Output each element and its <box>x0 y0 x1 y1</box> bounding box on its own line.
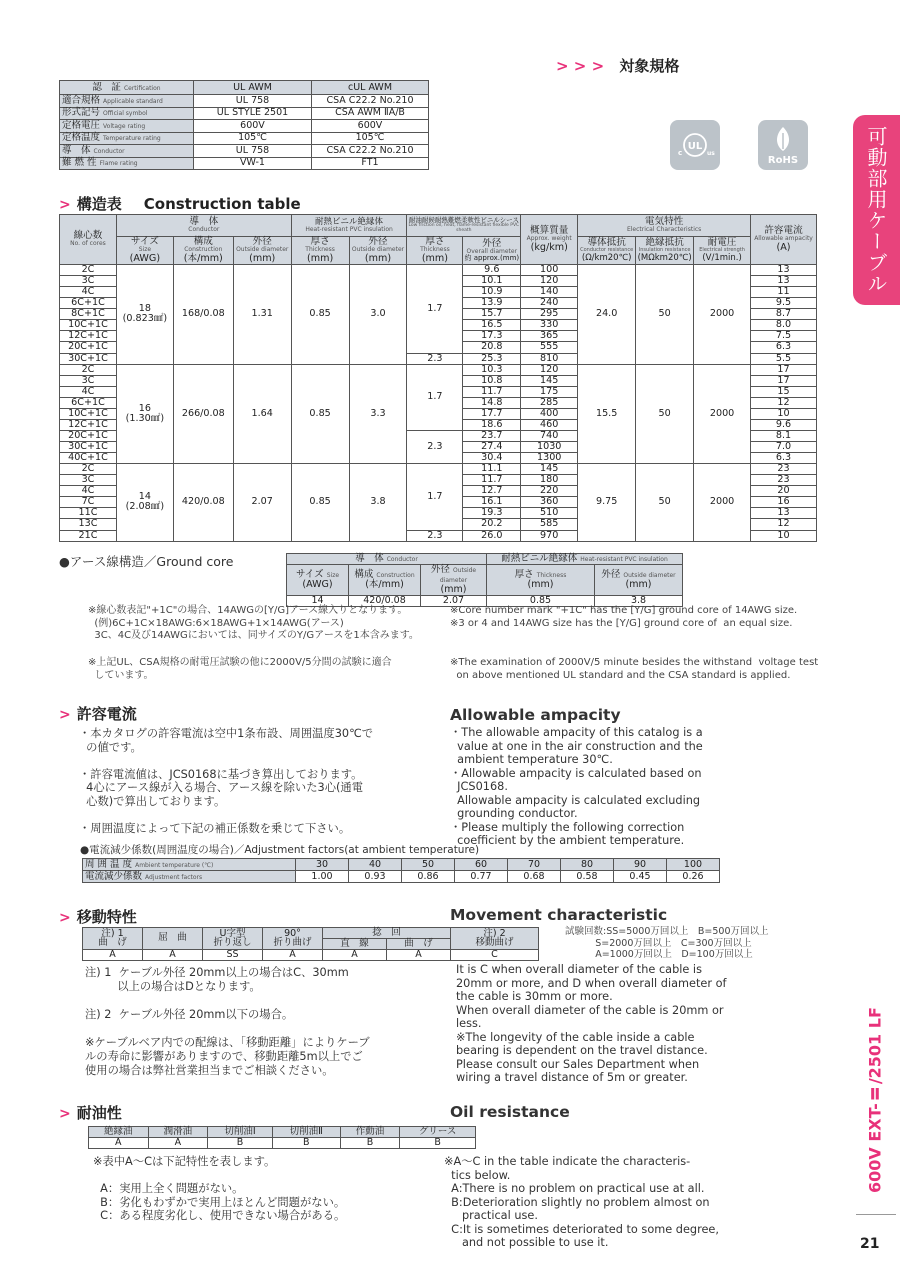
size-mm: (2.08㎟) <box>125 501 165 513</box>
mv-value: A <box>83 949 143 960</box>
note-core-en: ※Core number mark "+1C" has the [Y/G] ground core of 14AWG size. ※3 or 4 and 14AWG size has the [Y/G] ground core of an equal size. <box>450 605 798 629</box>
cell-ampacity: 10 <box>751 408 817 419</box>
gc-od: 2.07 <box>421 595 487 606</box>
gc-th-od: 外径 Outside diameter (mm) <box>421 565 487 596</box>
mv-value: C <box>451 949 539 960</box>
cell-weight: 360 <box>521 497 578 508</box>
cell-od: 1.31 <box>233 265 291 365</box>
oil-th: 潤滑油 <box>148 1127 208 1138</box>
cell-sheath-od: 10.1 <box>463 276 521 287</box>
af-temp: 60 <box>455 859 508 871</box>
cell-res: 9.75 <box>578 464 636 541</box>
cell-ampacity: 23 <box>751 464 817 475</box>
cell-sheath-od: 16.5 <box>463 320 521 331</box>
cell-od2: 3.8 <box>349 464 407 541</box>
size-awg: 14 <box>138 491 151 503</box>
page-number: 21 <box>860 1236 880 1252</box>
cert-label-en: Voltage rating <box>103 122 146 130</box>
cell-ampacity: 9.5 <box>751 298 817 309</box>
side-product-name: 600V EXT-Ⅱ/2501 LF <box>865 1007 885 1193</box>
cert-row <box>60 145 429 158</box>
af-factor: 1.00 <box>296 871 349 883</box>
cell-cores: 20C+1C <box>60 430 117 441</box>
cert-label-ja: 導 体 <box>62 144 91 156</box>
cert-row-label <box>60 95 194 108</box>
cell-weight: 145 <box>521 375 578 386</box>
cell-sheath-od: 25.3 <box>463 353 521 364</box>
mv-th-straight: 直 線 <box>323 938 387 949</box>
table-row <box>60 364 817 375</box>
cell-sheath-od: 10.8 <box>463 375 521 386</box>
cell-od: 1.64 <box>233 364 291 464</box>
cell-sheath-od: 19.3 <box>463 508 521 519</box>
mv-th-bend: 注) 1 曲 げ <box>83 928 143 950</box>
oil-th: 作動油 <box>340 1127 400 1138</box>
mv-th-90: 90° 折り曲げ <box>263 928 323 950</box>
cell-cores: 2C <box>60 364 117 375</box>
cell-sheath-thickness: 1.7 <box>407 364 463 430</box>
cell-ins: 50 <box>636 265 694 365</box>
gc-th-pvc: 耐熱ビニル絶縁体 Heat-resistant PVC insulation <box>487 554 683 565</box>
cell-size <box>116 265 173 365</box>
cert-ul-value: 600V <box>194 120 312 133</box>
cell-ampacity: 5.5 <box>751 353 817 364</box>
cert-cul-value: FT1 <box>312 157 429 170</box>
af-factor: 0.26 <box>667 871 720 883</box>
th-ampacity: 許容電流 Allowable ampacity (A) <box>751 215 817 265</box>
cell-weight: 180 <box>521 475 578 486</box>
cert-label-ja: 形式記号 <box>62 107 101 119</box>
note-test-ja: ※上記UL、CSA規格の耐電圧試験の他に2000V/5分間の試験に適合 しています。 <box>88 657 392 681</box>
oil-value: B <box>400 1137 476 1148</box>
af-temp: 50 <box>402 859 455 871</box>
ul-mark-icon <box>675 130 715 160</box>
cell-weight: 810 <box>521 353 578 364</box>
svg-text:UL: UL <box>687 141 703 152</box>
cell-weight: 555 <box>521 342 578 353</box>
oil-th: 切削油Ⅱ <box>272 1127 340 1138</box>
cert-row-label <box>60 107 194 120</box>
oil-table <box>88 1126 476 1149</box>
movement-text-en: It is C when overall diameter of the cable is 20mm or more, and D when overall diameter of the cable is 30mm or more. When overall diameter of the cable is 20mm or less. ※The longevity of the cable inside a cable bearing is dependent on the travel distance. Please consult our Sales Department when wiring a travel distance of 5m or greater. <box>456 963 727 1084</box>
cell-weight: 740 <box>521 430 578 441</box>
cert-label-en: Official symbol <box>103 110 148 118</box>
movement-text-ja: 注) 1 ケーブル外径 20mm以上の場合はC、30mm 以上の場合はDとなります。 注) 2 ケーブル外径 20mm以下の場合。 ※ケーブルベア内での配線は、「移動距離」によりケーブ ルの寿命に影響がありますので、移動距離5m以上でご 使用の場合は弊社営業担当までご相談ください。 <box>85 966 370 1077</box>
mv-th-curve: 曲 げ <box>387 938 451 949</box>
rohs-logo <box>758 120 808 170</box>
cert-ul-value: UL STYLE 2501 <box>194 107 312 120</box>
cell-cores: 30C+1C <box>60 442 117 453</box>
gc-od2: 3.8 <box>595 595 683 606</box>
size-mm: (1.30㎟) <box>125 412 165 424</box>
cell-constr: 168/0.08 <box>173 265 233 365</box>
cell-sheath-od: 30.4 <box>463 453 521 464</box>
cert-row <box>60 107 429 120</box>
af-th-temp: 周 囲 温 度 Ambient temperature (℃) <box>83 859 296 871</box>
cert-cul-value: CSA C22.2 No.210 <box>312 145 429 158</box>
cell-sheath-od: 26.0 <box>463 530 521 541</box>
cell-constr: 420/0.08 <box>173 464 233 541</box>
ground-core-table <box>286 553 683 607</box>
mv-th-u: U字型 折り返し <box>203 928 263 950</box>
cell-cores: 4C <box>60 386 117 397</box>
cert-label-en: Conductor <box>93 147 125 155</box>
ampacity-title-en: Allowable ampacity <box>450 706 621 724</box>
ul-logo <box>670 120 720 170</box>
cell-weight: 460 <box>521 419 578 430</box>
th-size: サイズ Size (AWG) <box>116 237 173 265</box>
cell-sheath-od: 17.7 <box>463 408 521 419</box>
th-conductor: 導 体 Conductor <box>116 215 291 237</box>
cell-ampacity: 7.0 <box>751 442 817 453</box>
size-mm: (0.823㎟) <box>122 313 168 325</box>
oil-value: B <box>272 1137 340 1148</box>
gc-th-thickness: 厚さ Thickness (mm) <box>487 565 595 596</box>
chevron-icon: > <box>59 1106 71 1122</box>
th-electrical: 電気特性 Electrical Characteristics <box>578 215 751 237</box>
cert-label-en: Applicable standard <box>103 97 163 105</box>
cell-weight: 1300 <box>521 453 578 464</box>
mv-th-travel: 注) 2 移動曲げ <box>451 928 539 950</box>
cell-ins: 50 <box>636 464 694 541</box>
oil-title: > 耐油性 <box>59 1104 122 1122</box>
mv-th-twist: 捻 回 <box>323 928 451 939</box>
cell-weight: 100 <box>521 265 578 276</box>
th-sheath-thickness: 厚さ Thickness (mm) <box>407 237 463 265</box>
af-factor: 0.68 <box>508 871 561 883</box>
cell-weight: 365 <box>521 331 578 342</box>
oil-title-en: Oil resistance <box>450 1103 570 1121</box>
cert-label-ja: 定格電圧 <box>62 119 101 131</box>
cell-sheath-thickness: 1.7 <box>407 265 463 354</box>
movement-title: > 移動特性 <box>59 908 137 926</box>
cell-ampacity: 12 <box>751 397 817 408</box>
cert-label-ja: 難 燃 性 <box>62 157 97 169</box>
ampacity-text-en: ・The allowable ampacity of this catalog is a value at one in the air construction and the ambient temperature 30℃. ・Allowable ampacity is calculated based on JCS0168. Allowable ampacity is calculated excluding grounding conductor. ・Please multiply the following correction coefficient by the ambient temperature. <box>450 726 703 847</box>
cell-sheath-od: 20.2 <box>463 519 521 530</box>
leaf-icon <box>771 125 795 153</box>
adjustment-factors-label: ●電流減少係数(周囲温度の場合)／Adjustment factors(at ambient temperature) <box>80 844 480 856</box>
cell-cores: 11C <box>60 508 117 519</box>
cert-cul-value: CSA C22.2 No.210 <box>312 95 429 108</box>
cert-ul-value: VW-1 <box>194 157 312 170</box>
cert-label-en: Flame rating <box>99 160 138 168</box>
adjustment-factors-table <box>82 858 720 883</box>
cell-ampacity: 13 <box>751 265 817 276</box>
table-row <box>60 265 817 276</box>
cert-label-en: Temperature rating <box>103 135 161 143</box>
gc-th-size: サイズ Size (AWG) <box>287 565 349 596</box>
af-factor: 0.77 <box>455 871 508 883</box>
cell-cores: 7C <box>60 497 117 508</box>
cell-cores: 30C+1C <box>60 353 117 364</box>
cell-vol: 2000 <box>694 364 751 464</box>
af-temp: 80 <box>561 859 614 871</box>
svg-text:c: c <box>678 149 683 157</box>
cell-weight: 510 <box>521 508 578 519</box>
af-temp: 100 <box>667 859 720 871</box>
cell-sheath-od: 27.4 <box>463 442 521 453</box>
cert-row-label <box>60 132 194 145</box>
cell-sheath-od: 16.1 <box>463 497 521 508</box>
cell-cores: 10C+1C <box>60 408 117 419</box>
cell-ampacity: 8.7 <box>751 309 817 320</box>
cell-sheath-od: 20.8 <box>463 342 521 353</box>
th-thickness: 厚さ Thickness (mm) <box>291 237 349 265</box>
cell-weight: 145 <box>521 464 578 475</box>
svg-text:us: us <box>707 150 715 157</box>
th-sheath: 耐油耐候耐熱難燃柔軟性ビニルシース Low friction oil, heat, flame-resistant flexible PVC sheath <box>407 215 521 237</box>
cert-label-ja: 定格温度 <box>62 132 101 144</box>
cell-weight: 175 <box>521 386 578 397</box>
cell-weight: 1030 <box>521 442 578 453</box>
cell-sheath-od: 11.7 <box>463 386 521 397</box>
cell-weight: 295 <box>521 309 578 320</box>
gc-size: 14 <box>287 595 349 606</box>
page-header <box>556 55 679 76</box>
cell-sheath-od: 10.9 <box>463 287 521 298</box>
cell-sheath-thickness: 1.7 <box>407 464 463 530</box>
cell-sheath-thickness: 2.3 <box>407 353 463 364</box>
cell-weight: 240 <box>521 298 578 309</box>
cell-ampacity: 20 <box>751 486 817 497</box>
cell-size <box>116 364 173 464</box>
cell-weight: 220 <box>521 486 578 497</box>
cell-vol: 2000 <box>694 265 751 365</box>
cell-weight: 285 <box>521 397 578 408</box>
th-weight: 概算質量 Approx. weight (kg/km) <box>521 215 578 265</box>
cell-sheath-od: 15.7 <box>463 309 521 320</box>
oil-value: A <box>89 1137 149 1148</box>
mv-th-flex: 屈 曲 <box>143 928 203 950</box>
cell-ampacity: 6.3 <box>751 342 817 353</box>
cell-cores: 6C+1C <box>60 298 117 309</box>
cell-cores: 20C+1C <box>60 342 117 353</box>
movement-test-counts: 試験回数:SS=5000万回以上 B=500万回以上 S=2000万回以上 C=300万回以上 A=1000万回以上 D=100万回以上 <box>565 926 769 960</box>
cell-ampacity: 7.5 <box>751 331 817 342</box>
cell-vol: 2000 <box>694 464 751 541</box>
af-factor: 0.45 <box>614 871 667 883</box>
cell-constr: 266/0.08 <box>173 364 233 464</box>
cert-row-label <box>60 120 194 133</box>
oil-value: A <box>148 1137 208 1148</box>
cell-thick: 0.85 <box>291 265 349 365</box>
cert-label-ja: 適合規格 <box>62 94 101 106</box>
mv-value: A <box>323 949 387 960</box>
ampacity-text-ja: ・本カタログの許容電流は空中1条布設、周囲温度30℃で の値です。 ・許容電流値は、JCS0168に基づき算出しております。 4心にアース線が入る場合、アース線を除いた3心(通電 心数)で算出しております。 ・周囲温度によって下記の補正係数を乗じて下さい。 <box>79 727 374 835</box>
gc-thickness: 0.85 <box>487 595 595 606</box>
construction-table <box>59 214 817 542</box>
cell-sheath-od: 11.7 <box>463 475 521 486</box>
cell-ampacity: 13 <box>751 276 817 287</box>
mv-value: A <box>387 949 451 960</box>
oil-value: B <box>208 1137 273 1148</box>
cell-size <box>116 464 173 541</box>
cert-ul-value: 105℃ <box>194 132 312 145</box>
cell-sheath-od: 13.9 <box>463 298 521 309</box>
cert-row <box>60 132 429 145</box>
cell-cores: 12C+1C <box>60 419 117 430</box>
mv-value: SS <box>203 949 263 960</box>
rohs-label: RoHS <box>767 155 799 166</box>
cell-ampacity: 8.0 <box>751 320 817 331</box>
cert-cul-value: 600V <box>312 120 429 133</box>
cell-od: 2.07 <box>233 464 291 541</box>
page-header-title: 対象規格 <box>619 57 680 75</box>
cell-cores: 3C <box>60 375 117 386</box>
cell-cores: 6C+1C <box>60 397 117 408</box>
cell-ampacity: 23 <box>751 475 817 486</box>
cell-ampacity: 17 <box>751 375 817 386</box>
cell-sheath-od: 18.6 <box>463 419 521 430</box>
cell-cores: 3C <box>60 276 117 287</box>
cell-cores: 2C <box>60 265 117 276</box>
cert-header-ul: UL AWM <box>194 81 312 95</box>
cell-cores: 3C <box>60 475 117 486</box>
cell-ins: 50 <box>636 364 694 464</box>
cell-ampacity: 12 <box>751 519 817 530</box>
cert-row-label <box>60 145 194 158</box>
cell-sheath-od: 14.8 <box>463 397 521 408</box>
cell-sheath-od: 9.6 <box>463 265 521 276</box>
chevron-icon: > <box>59 197 71 213</box>
oil-text-en: ※A〜C in the table indicate the characteris- tics below. A:There is no problem on practical use at all. B:Deterioration slightly no problem almost on practical use. C:It is sometimes deteriorated to some degree, and not possible to use it. <box>444 1155 719 1249</box>
page-divider <box>856 1214 896 1215</box>
cell-cores: 4C <box>60 486 117 497</box>
ground-core-label: ●アース線構造／Ground core <box>59 554 234 569</box>
cell-res: 24.0 <box>578 265 636 365</box>
cell-weight: 400 <box>521 408 578 419</box>
cell-cores: 21C <box>60 530 117 541</box>
cell-weight: 120 <box>521 276 578 287</box>
cell-weight: 970 <box>521 530 578 541</box>
cert-ul-value: UL 758 <box>194 95 312 108</box>
cell-od2: 3.3 <box>349 364 407 464</box>
cell-thick: 0.85 <box>291 364 349 464</box>
ampacity-title: > 許容電流 <box>59 705 137 723</box>
cell-sheath-od: 17.3 <box>463 331 521 342</box>
cert-cul-value: CSA AWM ⅡA/B <box>312 107 429 120</box>
cell-thick: 0.85 <box>291 464 349 541</box>
size-awg: 18 <box>138 303 151 315</box>
oil-th: 絶縁油 <box>89 1127 149 1138</box>
cell-weight: 330 <box>521 320 578 331</box>
cert-row <box>60 120 429 133</box>
cell-cores: 8C+1C <box>60 309 117 320</box>
cert-row-label <box>60 157 194 170</box>
cert-header-cul: cUL AWM <box>312 81 429 95</box>
movement-table <box>82 927 539 961</box>
cert-cul-value: 105℃ <box>312 132 429 145</box>
cell-cores: 12C+1C <box>60 331 117 342</box>
cell-cores: 2C <box>60 464 117 475</box>
note-core-ja: ※線心数表記"+1C"の場合、14AWGの[Y/G]アース線入りとなります。 (例)6C+1C×18AWG:6×18AWG+1×14AWG(アース) 3C、4C及び14AWGにおいては、同サイズのY/Gアースを1本含みます。 <box>88 605 419 641</box>
th-cores: 線心数 No. of cores <box>60 215 117 265</box>
cell-ampacity: 8.1 <box>751 430 817 441</box>
th-pvc: 耐熱ビニル絶縁体 Heat-resistant PVC insulation <box>291 215 407 237</box>
th-resistance: 導体抵抗 Conductor resistance (Ω/km20℃) <box>578 237 636 265</box>
note-test-en: ※The examination of 2000V/5 minute besides the withstand voltage test on above mentioned UL standard and the CSA standard is applied. <box>450 657 819 681</box>
af-factor: 0.93 <box>349 871 402 883</box>
af-temp: 70 <box>508 859 561 871</box>
gc-th-construction: 構成 Construction (本/mm) <box>349 565 421 596</box>
cell-ampacity: 11 <box>751 287 817 298</box>
mv-value: A <box>143 949 203 960</box>
cell-weight: 140 <box>521 287 578 298</box>
cell-cores: 13C <box>60 519 117 530</box>
cell-res: 15.5 <box>578 364 636 464</box>
th-construction: 構成 Construction (本/mm) <box>173 237 233 265</box>
th-insulation: 絶縁抵抗 Insulation resistance (MΩkm20℃) <box>637 237 692 263</box>
af-temp: 40 <box>349 859 402 871</box>
th-voltage: 耐電圧 Electrical strength (V/1min.) <box>694 237 751 265</box>
movement-title-en: Movement characteristic <box>450 906 668 924</box>
cell-ampacity: 6.3 <box>751 453 817 464</box>
chevron-icon: > <box>59 910 71 926</box>
certification-table <box>59 80 429 170</box>
chevron-icon: > <box>59 707 71 723</box>
cell-ampacity: 16 <box>751 497 817 508</box>
af-th-factor: 電流減少係数 Adjustment factors <box>83 871 296 883</box>
cell-ampacity: 9.6 <box>751 419 817 430</box>
cell-sheath-thickness: 2.3 <box>407 530 463 541</box>
cell-ampacity: 15 <box>751 386 817 397</box>
cell-weight: 120 <box>521 364 578 375</box>
cell-sheath-thickness: 2.3 <box>407 430 463 463</box>
af-factor: 0.58 <box>561 871 614 883</box>
th-od: 外径 Outside diameter (mm) <box>233 237 291 265</box>
size-awg: 16 <box>138 402 151 414</box>
af-factor: 0.86 <box>402 871 455 883</box>
cert-ul-value: UL 758 <box>194 145 312 158</box>
cell-sheath-od: 23.7 <box>463 430 521 441</box>
th-sheath-od: 外径 Overall diameter 約 approx.(mm) <box>463 237 521 265</box>
cert-row <box>60 95 429 108</box>
gc-construction: 420/0.08 <box>349 595 421 606</box>
cell-cores: 40C+1C <box>60 453 117 464</box>
gc-th-conductor: 導 体 Conductor <box>287 554 487 565</box>
oil-value: B <box>340 1137 400 1148</box>
side-category-tab[interactable]: 可動部用ケーブル <box>853 115 900 305</box>
cell-sheath-od: 12.7 <box>463 486 521 497</box>
cell-ampacity: 10 <box>751 530 817 541</box>
cell-ampacity: 17 <box>751 364 817 375</box>
table-row <box>60 464 817 475</box>
mv-value: A <box>263 949 323 960</box>
oil-th: 切削油Ⅰ <box>208 1127 273 1138</box>
cell-sheath-od: 11.1 <box>463 464 521 475</box>
cell-cores: 4C <box>60 287 117 298</box>
cert-header-cell: 認 証 Certification <box>60 81 194 95</box>
chevron-icon: > > > <box>556 57 605 75</box>
af-temp: 30 <box>296 859 349 871</box>
cell-cores: 10C+1C <box>60 320 117 331</box>
th-od2: 外径 Outside diameter (mm) <box>349 237 407 265</box>
cell-weight: 585 <box>521 519 578 530</box>
cell-od2: 3.0 <box>349 265 407 365</box>
gc-th-od2: 外径 Outside diameter (mm) <box>595 565 683 596</box>
cell-ampacity: 13 <box>751 508 817 519</box>
construction-title: > 構造表 Construction table <box>59 195 301 213</box>
oil-th: グリース <box>400 1127 476 1138</box>
cert-row <box>60 157 429 170</box>
cell-sheath-od: 10.3 <box>463 364 521 375</box>
oil-text-ja: ※表中A〜Cは下記特性を表します。 A：実用上全く問題がない。 B：劣化もわずかで実用上ほとんど問題がない。 C：ある程度劣化し、使用できない場合がある。 <box>93 1155 346 1222</box>
af-temp: 90 <box>614 859 667 871</box>
